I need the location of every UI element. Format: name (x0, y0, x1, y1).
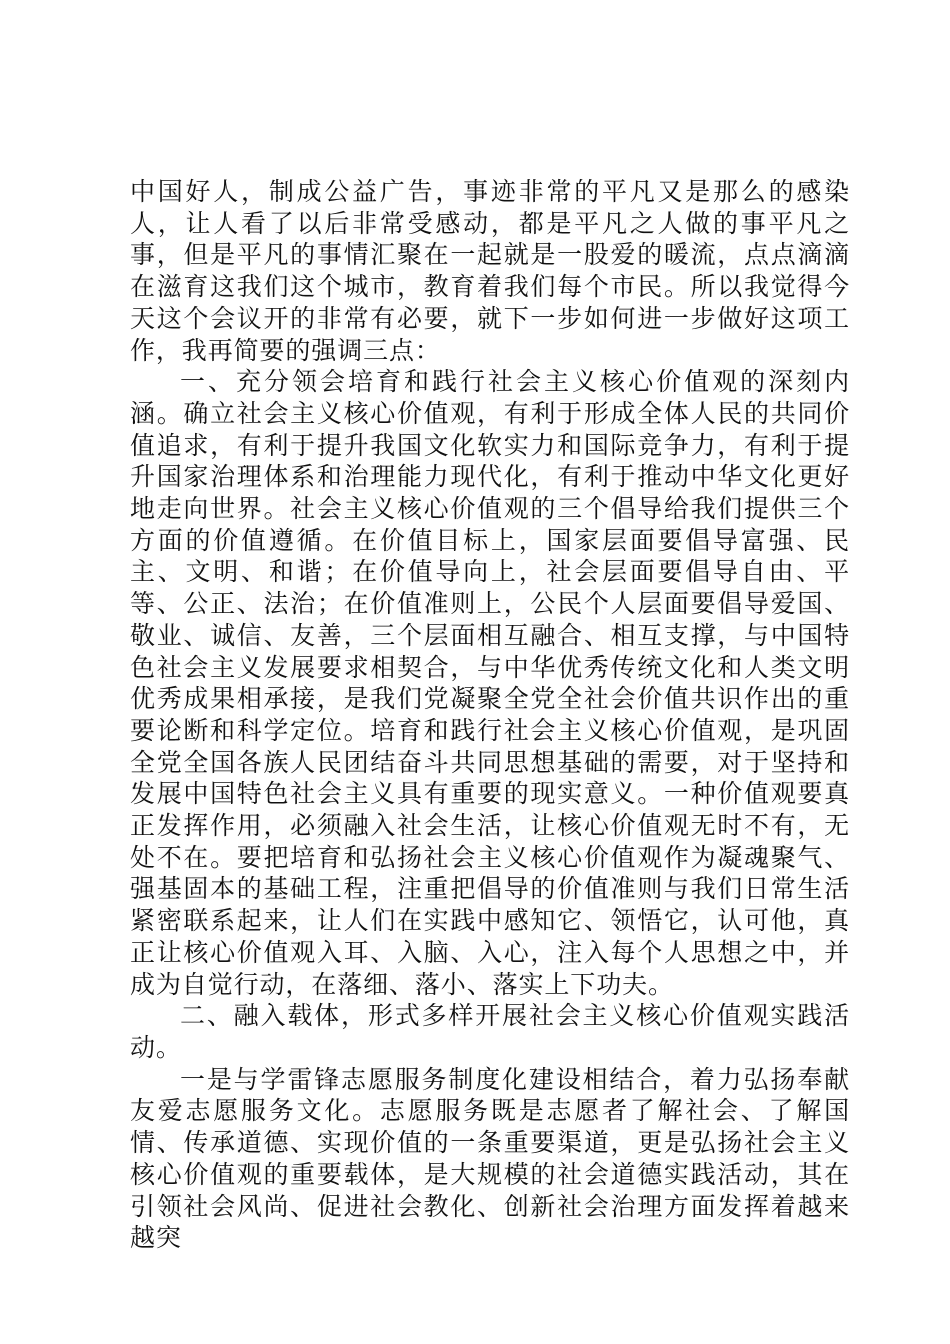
paragraph-opening: 中国好人，制成公益广告，事迹非常的平凡又是那么的感染人，让人看了以后非常受感动，都是平凡之人做的事平凡之事，但是平凡的事情汇聚在一起就是一股爱的暖流，点点滴滴在滋育这我们这个城市，教育着我们每个市民。所以我觉得今天这个会议开的非常有必要，就下一步如何进一步做好这项工作，我再简要的强调三点： (130, 177, 850, 365)
paragraph-section-one: 一、充分领会培育和践行社会主义核心价值观的深刻内涵。确立社会主义核心价值观，有利于形成全体人民的共同价值追求，有利于提升我国文化软实力和国际竞争力，有利于提升国家治理体系和治理能力现代化，有利于推动中华文化更好地走向世界。社会主义核心价值观的三个倡导给我们提供三个方面的价值遵循。在价值目标上，国家层面要倡导富强、民主、文明、和谐；在价值导向上，社会层面要倡导自由、平等、公正、法治；在价值准则上，公民个人层面要倡导爱国、敬业、诚信、友善，三个层面相互融合、相互支撑，与中国特色社会主义发展要求相契合，与中华优秀传统文化和人类文明优秀成果相承接，是我们党凝聚全党全社会价值共识作出的重要论断和科学定位。培育和践行社会主义核心价值观，是巩固全党全国各族人民团结奋斗共同思想基础的需要，对于坚持和发展中国特色社会主义具有重要的现实意义。一种价值观要真正发挥作用，必须融入社会生活，让核心价值观无时不有，无处不在。要把培育和弘扬社会主义核心价值观作为凝魂聚气、强基固本的基础工程，注重把倡导的价值准则与我们日常生活紧密联系起来，让人们在实践中感知它、领悟它，认可他，真正让核心价值观入耳、入脑、入心，注入每个人思想之中，并成为自觉行动，在落细、落小、落实上下功夫。 (130, 367, 850, 999)
paragraph-point-one: 一是与学雷锋志愿服务制度化建设相结合，着力弘扬奉献友爱志愿服务文化。志愿服务既是志愿者了解社会、了解国情、传承道德、实现价值的一条重要渠道，更是弘扬社会主义核心价值观的重要载体，是大规模的社会道德实践活动，其在引领社会风尚、促进社会教化、创新社会治理方面发挥着越来越突 (130, 1064, 850, 1253)
document-body (130, 176, 850, 1254)
paragraph-section-two-heading: 二、融入载体，形式多样开展社会主义核心价值观实践活动。 (130, 1001, 850, 1062)
